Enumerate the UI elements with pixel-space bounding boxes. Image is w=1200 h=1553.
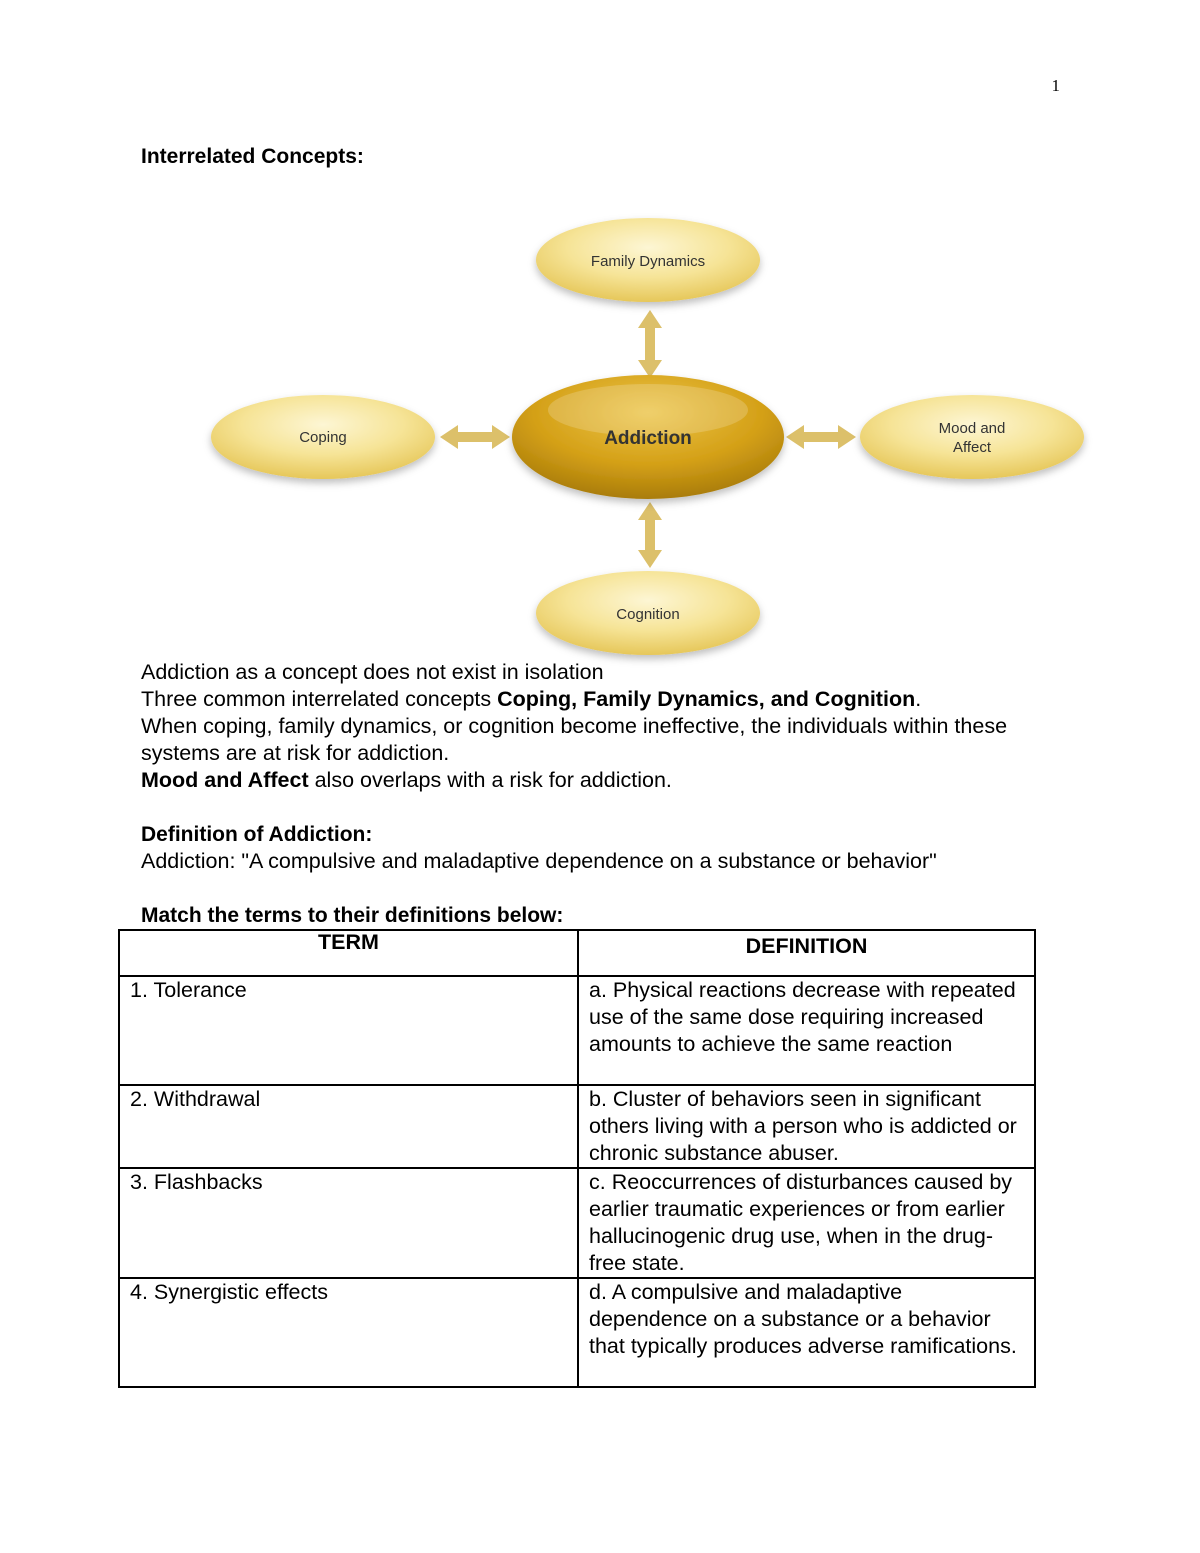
definition-cell: c. Reoccurrences of disturbances caused by earlier traumatic experiences or from earlier hallucinogenic drug use, when in the drug-free state. <box>578 1168 1035 1278</box>
node-mood-label-line1: Mood and <box>938 420 1006 437</box>
paragraph-three-concepts <box>141 686 1041 713</box>
node-family-dynamics-label: Family Dynamics <box>590 253 706 270</box>
table-row <box>119 1168 1035 1278</box>
table-row <box>119 1085 1035 1168</box>
paragraph-three-concepts-end: . <box>915 687 922 711</box>
definition-cell: b. Cluster of behaviors seen in significant others living with a person who is addicted or chronic substance abuser. <box>578 1085 1035 1168</box>
intro-paragraphs <box>141 659 1041 794</box>
paragraph-mood-affect-text: also overlaps with a risk for addiction. <box>308 768 672 792</box>
arrow-top <box>638 310 662 378</box>
term-cell: 2. Withdrawal <box>119 1085 578 1168</box>
column-header-term: TERM <box>119 930 578 976</box>
node-mood-and-affect <box>860 395 1084 479</box>
arrow-bottom <box>638 502 662 568</box>
node-addiction-label: Addiction <box>604 428 692 449</box>
table-row <box>119 1278 1035 1387</box>
match-table <box>118 929 1036 1388</box>
paragraph-three-concepts-text: Three common interrelated concepts <box>141 687 498 711</box>
table-header-row <box>119 930 1035 976</box>
paragraph-three-concepts-bold: Coping, Family Dynamics, and Cognition <box>497 687 916 711</box>
match-heading: Match the terms to their definitions below: <box>141 904 564 927</box>
paragraph-ineffective: When coping, family dynamics, or cognition become ineffective, the individuals within these systems are at risk for addiction. <box>141 714 1008 765</box>
definition-cell: d. A compulsive and maladaptive dependence on a substance or a behavior that typically produces adverse ramifications. <box>578 1278 1035 1387</box>
interrelated-concepts-heading: Interrelated Concepts: <box>141 145 364 168</box>
paragraph-mood-affect-bold: Mood and Affect <box>141 768 309 792</box>
page-number: 1 <box>1051 76 1060 95</box>
node-mood-label-line2: Affect <box>952 439 992 456</box>
concept-diagram <box>200 210 1100 670</box>
term-cell: 4. Synergistic effects <box>119 1278 578 1387</box>
concept-diagram-svg <box>200 210 1100 670</box>
definition-text: Addiction: "A compulsive and maladaptive dependence on a substance or behavior" <box>141 849 937 873</box>
arrow-right <box>786 425 856 449</box>
arrow-left <box>440 425 510 449</box>
node-coping-label: Coping <box>299 429 347 446</box>
definition-cell: a. Physical reactions decrease with repeated use of the same dose requiring increased amounts to achieve the same reaction <box>578 976 1035 1085</box>
definition-heading: Definition of Addiction: <box>141 823 373 846</box>
term-cell: 3. Flashbacks <box>119 1168 578 1278</box>
table-row <box>119 976 1035 1085</box>
paragraph-isolation: Addiction as a concept does not exist in isolation <box>141 660 604 684</box>
term-cell: 1. Tolerance <box>119 976 578 1085</box>
node-cognition-label: Cognition <box>616 606 680 623</box>
column-header-definition: DEFINITION <box>578 930 1035 976</box>
paragraph-mood-affect <box>141 767 1041 794</box>
